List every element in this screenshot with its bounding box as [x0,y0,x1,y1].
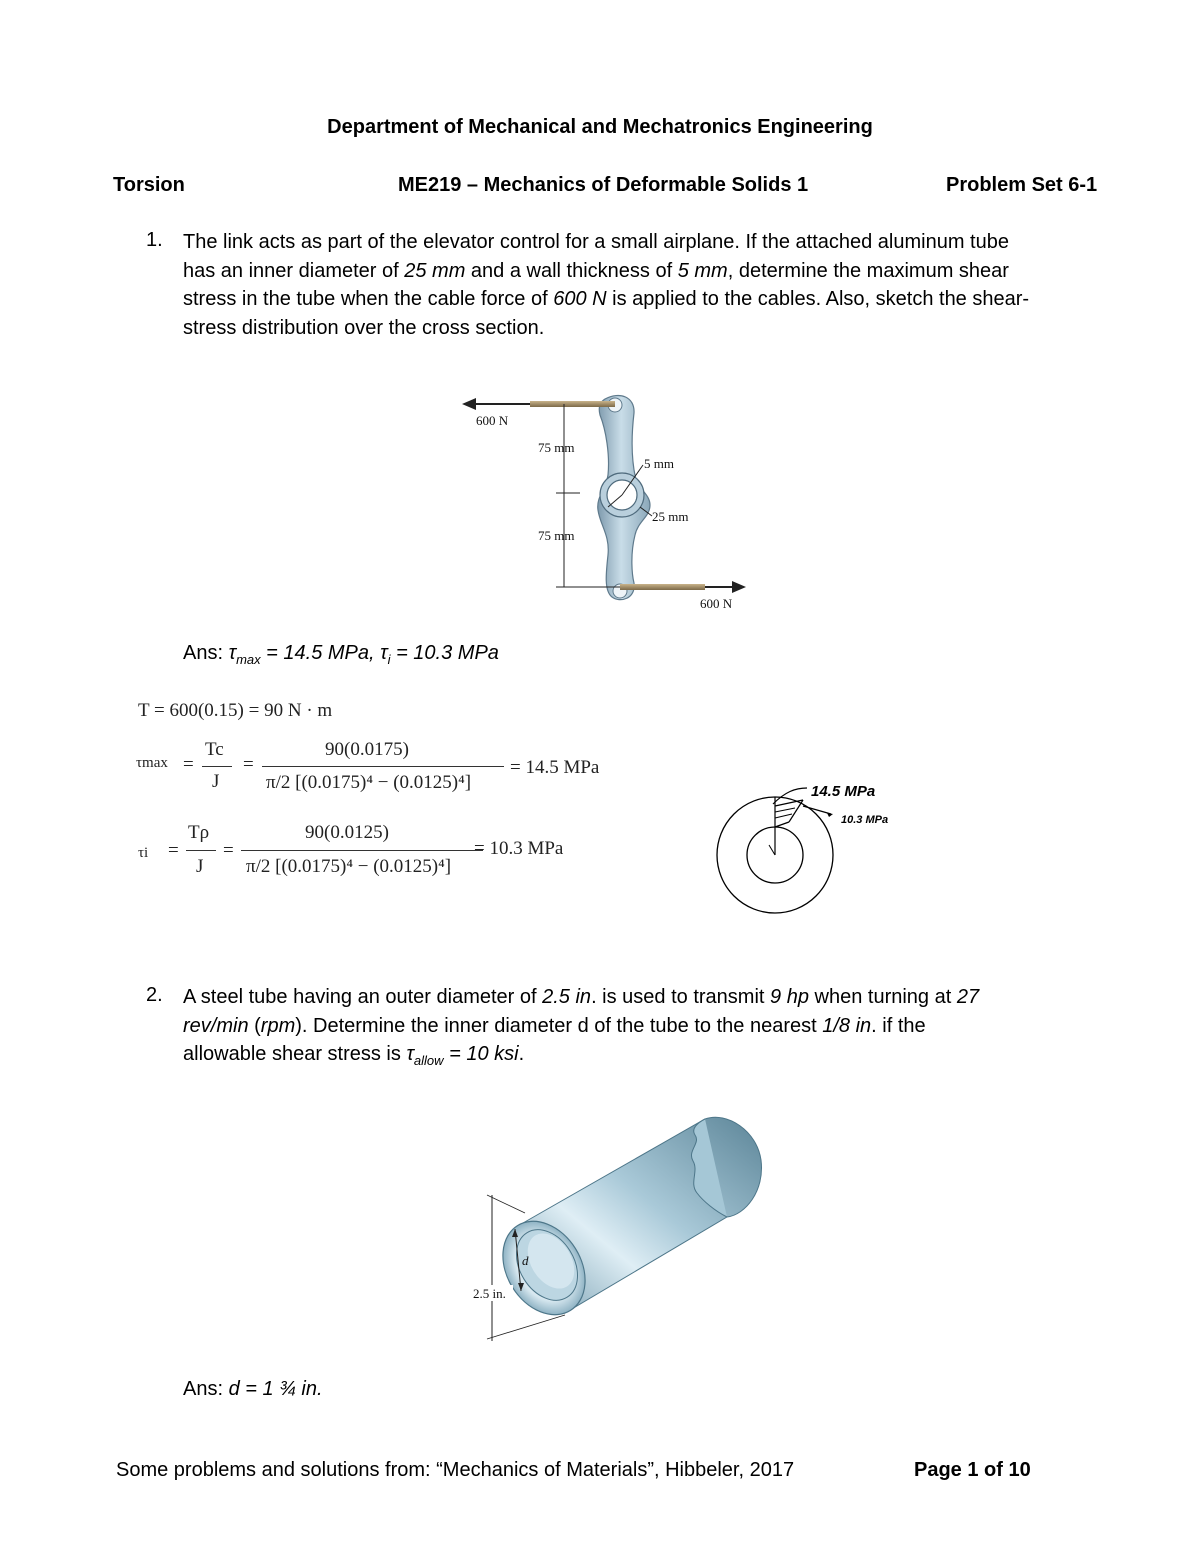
problem-2-text: A steel tube having an outer diameter of 2.5 in. is used to transmit 9 hp when turning at 27 rev/min (rpm). Determine the inner diameter d of the tube to the nearest 1/8 in. if the allowable shear stress is $\tau_{allow} = 10$ ksi. [183,986,980,1068]
sketch-outer-label: 14.5 MPa [811,783,876,800]
shear-stress-sketch [715,770,945,920]
sketch-inner-label: 10.3 MPa [841,814,889,826]
outer-diameter-label: 2.5 in. [473,1286,506,1301]
problem-2-answer: Ans: d = 1 ¾ in. [183,1378,323,1400]
link-figure [460,385,760,615]
dim-bottom-label: 75 mm [538,528,575,543]
problem-1-answer: Ans: $\tau_{max} = 14.5$ MPa, $\tau_i = 10.3$ MPa [183,642,499,667]
force-right-label: 600 N [700,596,733,611]
problem-2-number: 2. [146,984,163,1006]
arrow-right-icon [732,581,746,593]
problem-1-number: 1. [146,229,163,251]
tube-figure [465,1105,785,1345]
problem-1-text: The link acts as part of the elevator control for a small airplane. If the attached aluminum tube has an inner diameter of 25 mm and a wall thickness of 5 mm, determine the maximum shear stress in the tube when the cable force of 600 N is applied to the cables. Also, sketch the shear- stress distribution over the cross section. [183,231,1030,339]
topic-label: Torsion [113,174,185,196]
course-title: ME219 – Mechanics of Deformable Solids 1 [398,174,809,196]
force-left-label: 600 N [476,413,509,428]
cable-top [530,401,615,407]
cable-bottom [620,584,705,590]
wall-label: 5 mm [644,456,674,471]
department-title: Department of Mechanical and Mechatronics Engineering [327,116,873,138]
arrow-left-icon [462,398,476,410]
torque-equation: T = 600(0.15) = 90 N · m [138,700,333,721]
inner-diameter-label: d [522,1253,529,1268]
footer-page: Page 1 of 10 [914,1459,1031,1481]
footer-source: Some problems and solutions from: “Mechanics of Materials”, Hibbeler, 2017 [116,1459,795,1481]
dim-top-label: 75 mm [538,440,575,455]
problem-set-label: Problem Set 6-1 [946,174,1098,196]
radius-label: 25 mm [652,509,689,524]
